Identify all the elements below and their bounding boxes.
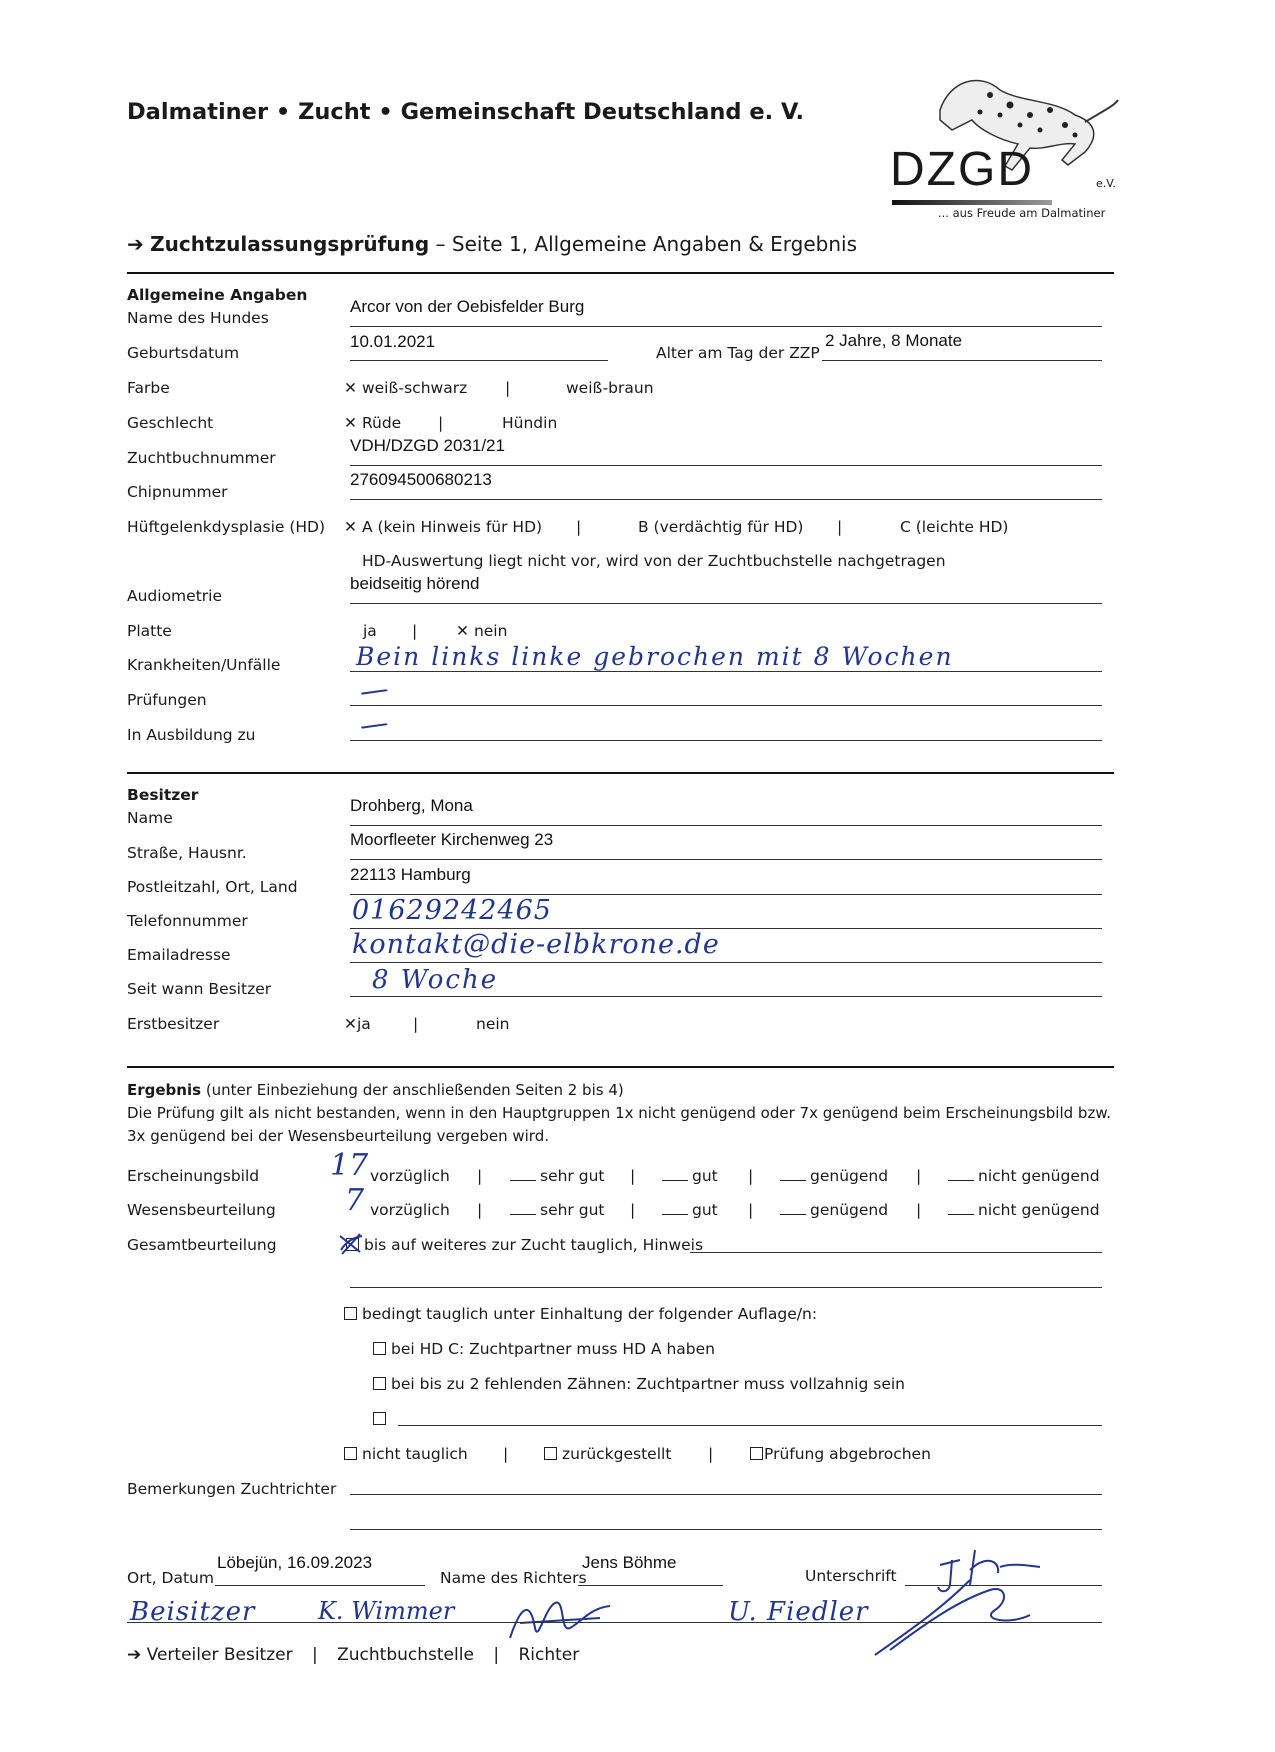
logo-tagline: ... aus Freude am Dalmatiner [938,206,1106,220]
field-line [350,1287,1102,1288]
owner-name-value: Drohberg, Mona [350,796,473,815]
field-line [350,603,1102,604]
not-suitable-option[interactable]: nicht tauglich [344,1445,468,1463]
logo-text: DZGD [890,143,1034,196]
platte-label: Platte [127,622,172,640]
audio-label: Audiometrie [127,587,222,605]
sex-opt1: ✕ Rüde [344,414,402,432]
field-line [215,1585,425,1586]
training-label: In Ausbildung zu [127,726,256,744]
age-label: Alter am Tag der ZZP [656,344,820,362]
email-label: Emailadresse [127,946,231,964]
arrow-icon: ➔ [127,232,144,256]
assessor-signature [500,1588,620,1648]
studbook-value: VDH/DZGD 2031/21 [350,436,505,455]
color-label: Farbe [127,379,170,397]
field-line [690,1252,1102,1253]
separator: | [505,379,511,397]
field-line [350,465,1102,466]
street-label: Straße, Hausnr. [127,844,247,862]
email-value: kontakt@die-elbkrone.de [352,929,720,960]
phone-value: 01629242465 [352,895,552,926]
divider [127,772,1114,774]
checkbox[interactable] [344,1447,357,1460]
assessor-handwritten: Beisitzer [130,1597,256,1627]
divider [127,1066,1114,1068]
hd-label: Hüftgelenkdysplasie (HD) [127,518,326,536]
checkbox[interactable] [344,1307,357,1320]
temperament-label: Wesensbeurteilung [127,1201,276,1219]
temperament-mark: 7 [345,1183,365,1218]
studbook-label: Zuchtbuchnummer [127,449,276,467]
section-allgemein: Allgemeine Angaben [127,286,308,304]
chip-label: Chipnummer [127,483,228,501]
check-mark-icon: ✕ [344,379,357,397]
distribution: ➔ Verteiler Besitzer | Zuchtbuchstelle | Richter [127,1645,580,1665]
temperament-options: vorzüglich | sehr gut | gut | genügend | nicht genügend [370,1201,1100,1219]
color-opt1: ✕ weiß-schwarz [344,379,468,397]
place-date-value: Löbejün, 16.09.2023 [217,1553,373,1572]
hd-opt3: C (leichte HD) [900,518,1009,536]
checkbox[interactable] [373,1377,386,1390]
field-line [822,360,1102,361]
form-title-bold: Zuchtzulassungsprüfung [150,232,430,256]
field-line [350,705,1102,706]
checkbox[interactable] [373,1412,386,1425]
field-line [398,1425,1102,1426]
rule-line-1: Die Prüfung gilt als nicht bestanden, wenn in den Hauptgruppen 1x nicht genügend oder 7x genügend beim Erscheinungsbild bzw. [127,1104,1111,1122]
birth-value: 10.01.2021 [350,332,436,351]
sex-label: Geschlecht [127,414,214,432]
checkbox[interactable] [373,1342,386,1355]
since-value: 8 Woche [372,965,499,995]
dog-name-value: Arcor von der Oebisfelder Burg [350,297,585,316]
street-value: Moorfleeter Kirchenweg 23 [350,830,554,849]
first-owner-opt2: nein [476,1015,510,1033]
aborted-option[interactable]: Prüfung abgebrochen [750,1445,931,1463]
field-line [350,825,1102,826]
field-line [350,326,1102,327]
audio-value: beidseitig hörend [350,574,480,593]
illness-value: Bein links linke gebrochen mit 8 Wochen [356,642,954,671]
conditional-sub3[interactable] [373,1410,391,1428]
field-line [350,996,1102,997]
checkbox[interactable] [750,1447,763,1460]
check-mark-icon: ✕ [456,622,469,640]
conditional-option[interactable]: bedingt tauglich unter Einhaltung der folgender Auflage/n: [344,1305,817,1323]
field-line [350,859,1102,860]
deferred-option[interactable]: zurückgestellt [544,1445,671,1463]
overall-option[interactable]: bis auf weiteres zur Zucht tauglich, Hinweis [346,1236,703,1254]
separator: | [413,1015,419,1033]
section-ergebnis: Ergebnis (unter Einbeziehung der anschließenden Seiten 2 bis 4) [127,1081,624,1099]
owner-name-label: Name [127,809,173,827]
separator: | [576,518,582,536]
since-label: Seit wann Besitzer [127,980,272,998]
field-line [350,962,1102,963]
hd-opt2: B (verdächtig für HD) [638,518,804,536]
appearance-options: vorzüglich | sehr gut | gut | genügend | nicht genügend [370,1167,1100,1185]
exams-label: Prüfungen [127,691,207,709]
hd-opt1: ✕ A (kein Hinweis für HD) [344,518,543,536]
field-line [127,1622,1102,1623]
org-title: Dalmatiner • Zucht • Gemeinschaft Deutschland e. V. [127,99,805,125]
exams-value: / [358,678,391,705]
illness-label: Krankheiten/Unfälle [127,656,281,674]
form-title [127,232,857,256]
chip-value: 276094500680213 [350,470,492,489]
check-mark-icon: ✕ [344,1015,357,1033]
signature-label: Unterschrift [805,1567,897,1585]
checkbox-checked[interactable] [346,1238,359,1251]
rule-line-2: 3x genügend bei der Wesensbeurteilung vergeben wird. [127,1127,549,1145]
assessor-name-handwritten: K. Wimmer [318,1597,455,1625]
separator: | [503,1445,509,1463]
appearance-mark: 17 [330,1148,369,1183]
section-besitzer: Besitzer [127,786,199,804]
separator: | [438,414,444,432]
remarks-label: Bemerkungen Zuchtrichter [127,1480,337,1498]
separator: | [837,518,843,536]
phone-label: Telefonnummer [127,912,248,930]
separator: | [412,622,418,640]
field-line [350,1494,1102,1495]
platte-opt1: ja [363,622,377,640]
platte-opt2: ✕ nein [456,622,508,640]
hand-check-icon [338,1230,364,1256]
dzgd-logo [880,60,1120,230]
birth-label: Geburtsdatum [127,344,240,362]
field-line [578,1585,723,1586]
conditional-sub1[interactable]: bei HD C: Zuchtpartner muss HD A haben [373,1340,715,1358]
check-mark-icon: ✕ [344,414,357,432]
check-mark-icon: ✕ [344,518,357,536]
checkbox[interactable] [544,1447,557,1460]
field-line [350,360,608,361]
city-label: Postleitzahl, Ort, Land [127,878,298,896]
divider [127,272,1114,274]
judge-label: Name des Richters [440,1569,587,1587]
arrow-icon: ➔ [127,1645,142,1665]
first-owner-opt1: ✕ja [344,1015,371,1033]
field-line [350,740,1102,741]
sex-opt2: Hündin [502,414,558,432]
form-title-rest: – Seite 1, Allgemeine Angaben & Ergebnis [429,232,858,256]
training-value: / [358,712,391,739]
city-value: 22113 Hamburg [350,865,471,884]
place-date-label: Ort, Datum [127,1569,214,1587]
conditional-sub2[interactable]: bei bis zu 2 fehlenden Zähnen: Zuchtpartner muss vollzahnig sein [373,1375,905,1393]
field-line [350,671,1102,672]
field-line [350,1529,1102,1530]
large-signature [870,1560,1050,1660]
judge-value: Jens Böhme [582,1553,677,1572]
fiedler-handwritten: U. Fiedler [728,1597,869,1627]
hd-note: HD-Auswertung liegt nicht vor, wird von der Zuchtbuchstelle nachgetragen [362,552,946,570]
appearance-label: Erscheinungsbild [127,1167,260,1185]
separator: | [708,1445,714,1463]
color-opt2: weiß-braun [566,379,654,397]
overall-label: Gesamtbeurteilung [127,1236,277,1254]
dog-name-label: Name des Hundes [127,309,269,327]
age-value: 2 Jahre, 8 Monate [825,331,963,350]
logo-ev: e.V. [1096,177,1116,190]
first-owner-label: Erstbesitzer [127,1015,220,1033]
field-line [350,499,1102,500]
